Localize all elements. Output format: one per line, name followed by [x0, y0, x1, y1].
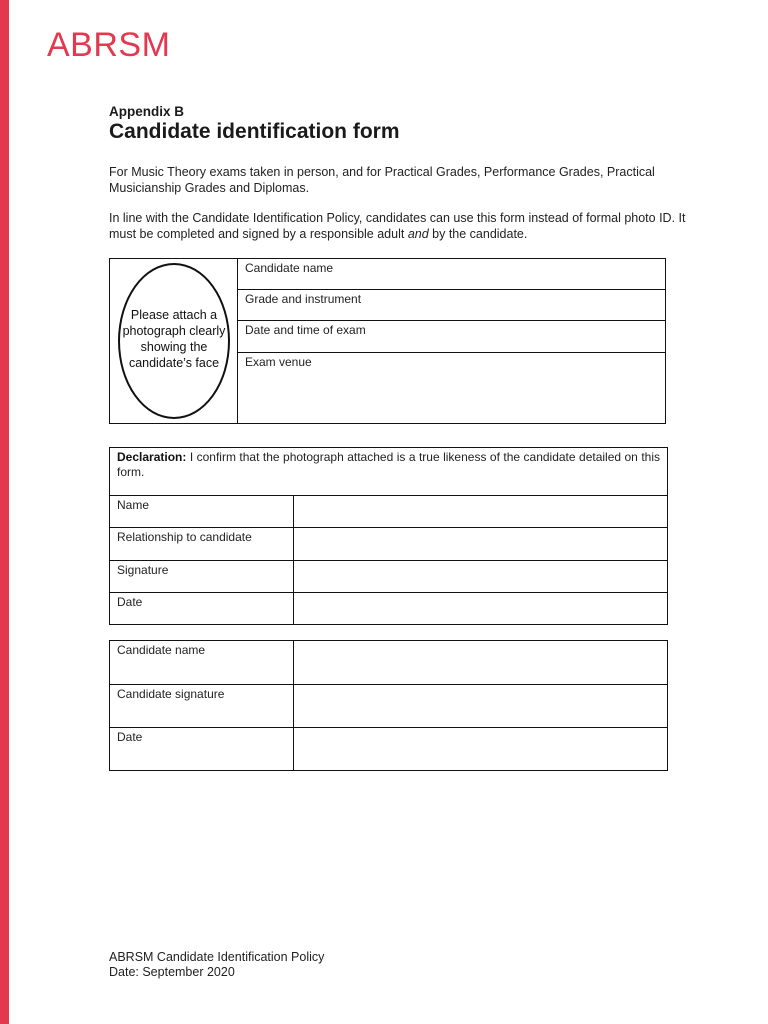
- declaration-row-name: [110, 496, 667, 528]
- footer-date: Date: September 2020: [109, 965, 235, 979]
- page-title: Candidate identification form: [109, 120, 400, 143]
- signature-field[interactable]: [294, 561, 667, 592]
- declaration-row-date: [110, 593, 667, 624]
- appendix-label: Appendix B: [109, 104, 185, 119]
- footer-policy: ABRSM Candidate Identification Policy: [109, 950, 325, 964]
- row-label: Date: [110, 593, 294, 624]
- candidate-row-name: [110, 641, 667, 685]
- declaration-row-relationship: [110, 528, 667, 561]
- candidate-table: [109, 640, 668, 771]
- field-exam-venue[interactable]: [238, 353, 665, 423]
- field-candidate-name[interactable]: [238, 259, 665, 290]
- row-label: Name: [110, 496, 294, 527]
- row-label: Relationship to candidate: [110, 528, 294, 560]
- row-label: Candidate name: [110, 641, 294, 684]
- declaration-row-signature: [110, 561, 667, 593]
- accent-bar: [0, 0, 9, 1024]
- field-label: Exam venue: [245, 355, 312, 369]
- intro-paragraph-2-text: In line with the Candidate Identification Policy, candidates can use this form instead of formal photo ID. It must be completed and signed by a responsible adult: [109, 211, 686, 241]
- field-label: Grade and instrument: [245, 292, 362, 306]
- name-field[interactable]: [294, 496, 667, 527]
- candidate-name-field[interactable]: [294, 641, 667, 684]
- abrsm-logo: ABRSM: [47, 26, 171, 64]
- footer: [109, 950, 324, 980]
- photo-instruction: Please attach a photograph clearly showing the candidate’s face: [122, 308, 226, 370]
- intro-emphasis: and: [407, 227, 429, 241]
- declaration-label: Declaration:: [117, 450, 187, 464]
- field-label: Date and time of exam: [245, 323, 366, 337]
- intro-paragraph-1: For Music Theory exams taken in person, and for Practical Grades, Performance Grades, Practical Musicianship Grades and Diplomas.: [109, 165, 655, 195]
- photo-details-table: [109, 258, 666, 424]
- row-label: Signature: [110, 561, 294, 592]
- intro-paragraph-2-end: by the candidate.: [428, 227, 528, 241]
- field-grade-instrument[interactable]: [238, 290, 665, 321]
- declaration-statement: [110, 448, 667, 496]
- candidate-row-signature: [110, 685, 667, 728]
- candidate-date-field[interactable]: [294, 728, 667, 770]
- candidate-row-date: [110, 728, 667, 770]
- field-label: Candidate name: [245, 261, 334, 275]
- photo-box[interactable]: [110, 259, 238, 423]
- intro-paragraph-2: [109, 210, 699, 242]
- candidate-signature-field[interactable]: [294, 685, 667, 727]
- date-field[interactable]: [294, 593, 667, 624]
- field-date-time-exam[interactable]: [238, 321, 665, 353]
- row-label: Candidate signature: [110, 685, 294, 727]
- relationship-field[interactable]: [294, 528, 667, 560]
- declaration-text: I confirm that the photograph attached is a true likeness of the candidate detailed on this form.: [117, 450, 660, 479]
- row-label: Date: [110, 728, 294, 770]
- declaration-table: [109, 447, 668, 625]
